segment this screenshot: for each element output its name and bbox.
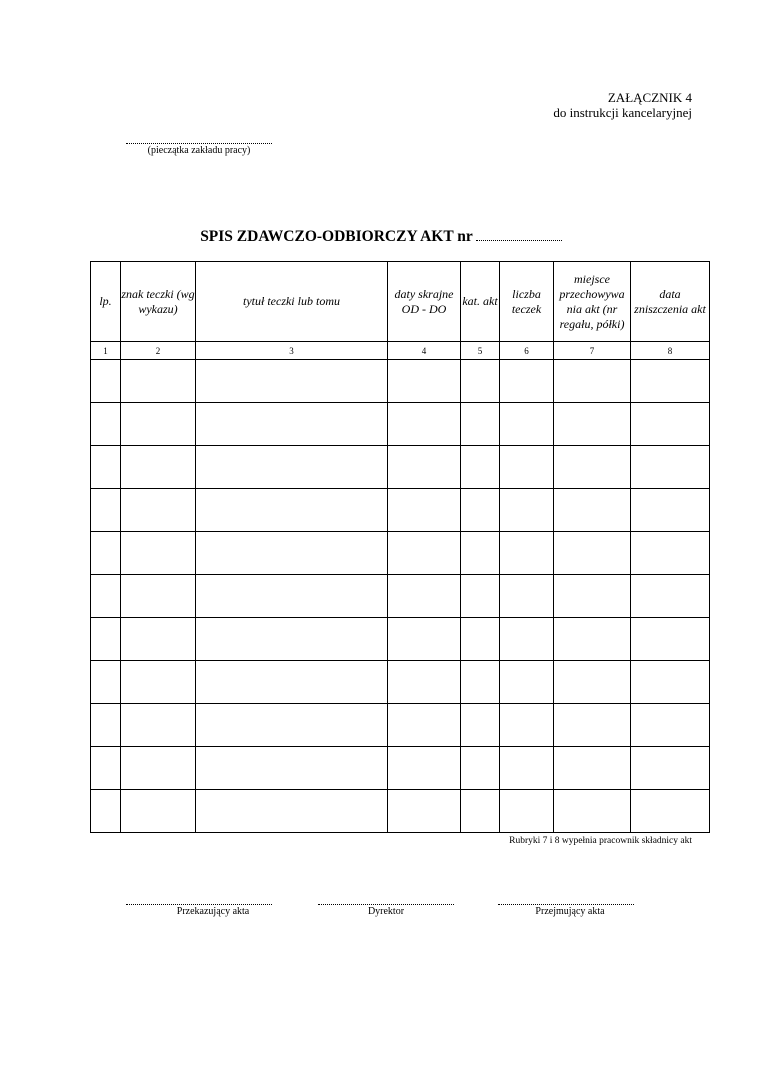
table-cell xyxy=(91,618,121,661)
signature-label-receiver: Przejmujący akta xyxy=(535,906,605,917)
table-cell xyxy=(91,575,121,618)
header-destruction-date: data zniszczenia akt xyxy=(631,262,710,342)
table-cell xyxy=(196,790,388,833)
table-cell xyxy=(91,489,121,532)
table-row xyxy=(91,790,710,833)
records-table xyxy=(90,261,710,833)
table-cell xyxy=(631,747,710,790)
table-cell xyxy=(121,747,196,790)
table-cell xyxy=(461,575,500,618)
table-cell xyxy=(631,790,710,833)
column-number: 4 xyxy=(388,342,461,360)
table-cell xyxy=(91,747,121,790)
attachment-header xyxy=(480,90,692,120)
table-cell xyxy=(121,575,196,618)
table-cell xyxy=(121,532,196,575)
table-cell xyxy=(631,661,710,704)
table-cell xyxy=(461,403,500,446)
table-row xyxy=(91,532,710,575)
column-number: 8 xyxy=(631,342,710,360)
table-cell xyxy=(500,618,554,661)
table-cell xyxy=(631,618,710,661)
table-cell xyxy=(91,360,121,403)
document-title xyxy=(0,228,762,246)
table-cell xyxy=(461,747,500,790)
table-cell xyxy=(388,532,461,575)
number-dotted-field xyxy=(476,228,562,241)
table-cell xyxy=(121,790,196,833)
table-cell xyxy=(196,747,388,790)
table-cell xyxy=(388,575,461,618)
column-number-row xyxy=(91,342,710,360)
table-cell xyxy=(388,704,461,747)
table-cell xyxy=(196,360,388,403)
table-cell xyxy=(631,360,710,403)
table-cell xyxy=(196,618,388,661)
table-cell xyxy=(121,618,196,661)
header-date-range: daty skrajne OD - DO xyxy=(388,262,461,342)
header-file-sign: znak teczki (wg wykazu) xyxy=(121,262,196,342)
table-row xyxy=(91,747,710,790)
table-cell xyxy=(121,704,196,747)
table-row xyxy=(91,446,710,489)
table-cell xyxy=(631,403,710,446)
table-row xyxy=(91,489,710,532)
column-number: 7 xyxy=(554,342,631,360)
table-cell xyxy=(554,704,631,747)
column-number: 3 xyxy=(196,342,388,360)
table-cell xyxy=(631,532,710,575)
signature-label-handover: Przekazujący akta xyxy=(176,906,250,917)
table-cell xyxy=(500,532,554,575)
table-cell xyxy=(461,489,500,532)
header-lp: lp. xyxy=(91,262,121,342)
table-cell xyxy=(196,575,388,618)
attachment-reference: do instrukcji kancelaryjnej xyxy=(553,105,692,120)
table-cell xyxy=(631,489,710,532)
table-cell xyxy=(554,446,631,489)
table-cell xyxy=(631,446,710,489)
table-cell xyxy=(500,747,554,790)
table-cell xyxy=(500,403,554,446)
table-cell xyxy=(461,704,500,747)
column-number: 6 xyxy=(500,342,554,360)
table-cell xyxy=(554,618,631,661)
signature-dotted-line xyxy=(498,904,634,905)
table-cell xyxy=(91,661,121,704)
table-cell xyxy=(121,661,196,704)
table-cell xyxy=(388,403,461,446)
signature-director xyxy=(318,904,454,917)
signature-receiver xyxy=(498,904,634,917)
table-cell xyxy=(121,489,196,532)
table-header-row xyxy=(91,262,710,342)
table-cell xyxy=(554,790,631,833)
table-cell xyxy=(554,360,631,403)
table-cell xyxy=(500,704,554,747)
table-cell xyxy=(554,489,631,532)
table-cell xyxy=(500,790,554,833)
stamp-dotted-line xyxy=(126,143,272,144)
table-cell xyxy=(196,403,388,446)
table-cell xyxy=(91,704,121,747)
table-cell xyxy=(388,747,461,790)
header-storage-location: miejsce przechowywa nia akt (nr regału, półki) xyxy=(554,262,631,342)
table-cell xyxy=(196,446,388,489)
document-title-text: SPIS ZDAWCZO-ODBIORCZY AKT nr xyxy=(200,228,473,245)
table-row xyxy=(91,360,710,403)
table-cell xyxy=(554,532,631,575)
attachment-number: ZAŁĄCZNIK 4 xyxy=(607,90,692,105)
table-cell xyxy=(388,446,461,489)
table-cell xyxy=(388,360,461,403)
table-cell xyxy=(500,489,554,532)
table-cell xyxy=(631,575,710,618)
table-cell xyxy=(461,661,500,704)
table-row xyxy=(91,704,710,747)
table-cell xyxy=(121,446,196,489)
table-cell xyxy=(461,618,500,661)
footnote: Rubryki 7 i 8 wypełnia pracownik składnicy akt xyxy=(509,836,692,846)
table-cell xyxy=(91,790,121,833)
table-cell xyxy=(388,489,461,532)
table-cell xyxy=(461,532,500,575)
header-category: kat. akt xyxy=(461,262,500,342)
table-cell xyxy=(196,489,388,532)
table-cell xyxy=(461,790,500,833)
table-cell xyxy=(196,532,388,575)
table-cell xyxy=(500,360,554,403)
table-cell xyxy=(500,575,554,618)
signature-handover xyxy=(126,904,272,917)
header-file-count: liczba teczek xyxy=(500,262,554,342)
table-row xyxy=(91,403,710,446)
table-row xyxy=(91,575,710,618)
table-row xyxy=(91,661,710,704)
table-cell xyxy=(500,446,554,489)
table-cell xyxy=(121,360,196,403)
signature-dotted-line xyxy=(318,904,454,905)
table-cell xyxy=(554,661,631,704)
table-cell xyxy=(461,360,500,403)
table-cell xyxy=(196,704,388,747)
signature-dotted-line xyxy=(126,904,272,905)
header-file-title: tytuł teczki lub tomu xyxy=(196,262,388,342)
table-cell xyxy=(631,704,710,747)
table-cell xyxy=(554,575,631,618)
table-cell xyxy=(461,446,500,489)
table-cell xyxy=(388,661,461,704)
table-cell xyxy=(91,446,121,489)
table-cell xyxy=(388,790,461,833)
stamp-field xyxy=(126,143,272,156)
table-cell xyxy=(196,661,388,704)
table-cell xyxy=(121,403,196,446)
table-cell xyxy=(554,747,631,790)
table-cell xyxy=(500,661,554,704)
column-number: 5 xyxy=(461,342,500,360)
column-number: 2 xyxy=(121,342,196,360)
table-cell xyxy=(388,618,461,661)
column-number: 1 xyxy=(91,342,121,360)
table-cell xyxy=(91,403,121,446)
table-cell xyxy=(554,403,631,446)
stamp-label: (pieczątka zakładu pracy) xyxy=(147,145,251,156)
table-cell xyxy=(91,532,121,575)
signature-label-director: Dyrektor xyxy=(367,906,405,917)
table-row xyxy=(91,618,710,661)
